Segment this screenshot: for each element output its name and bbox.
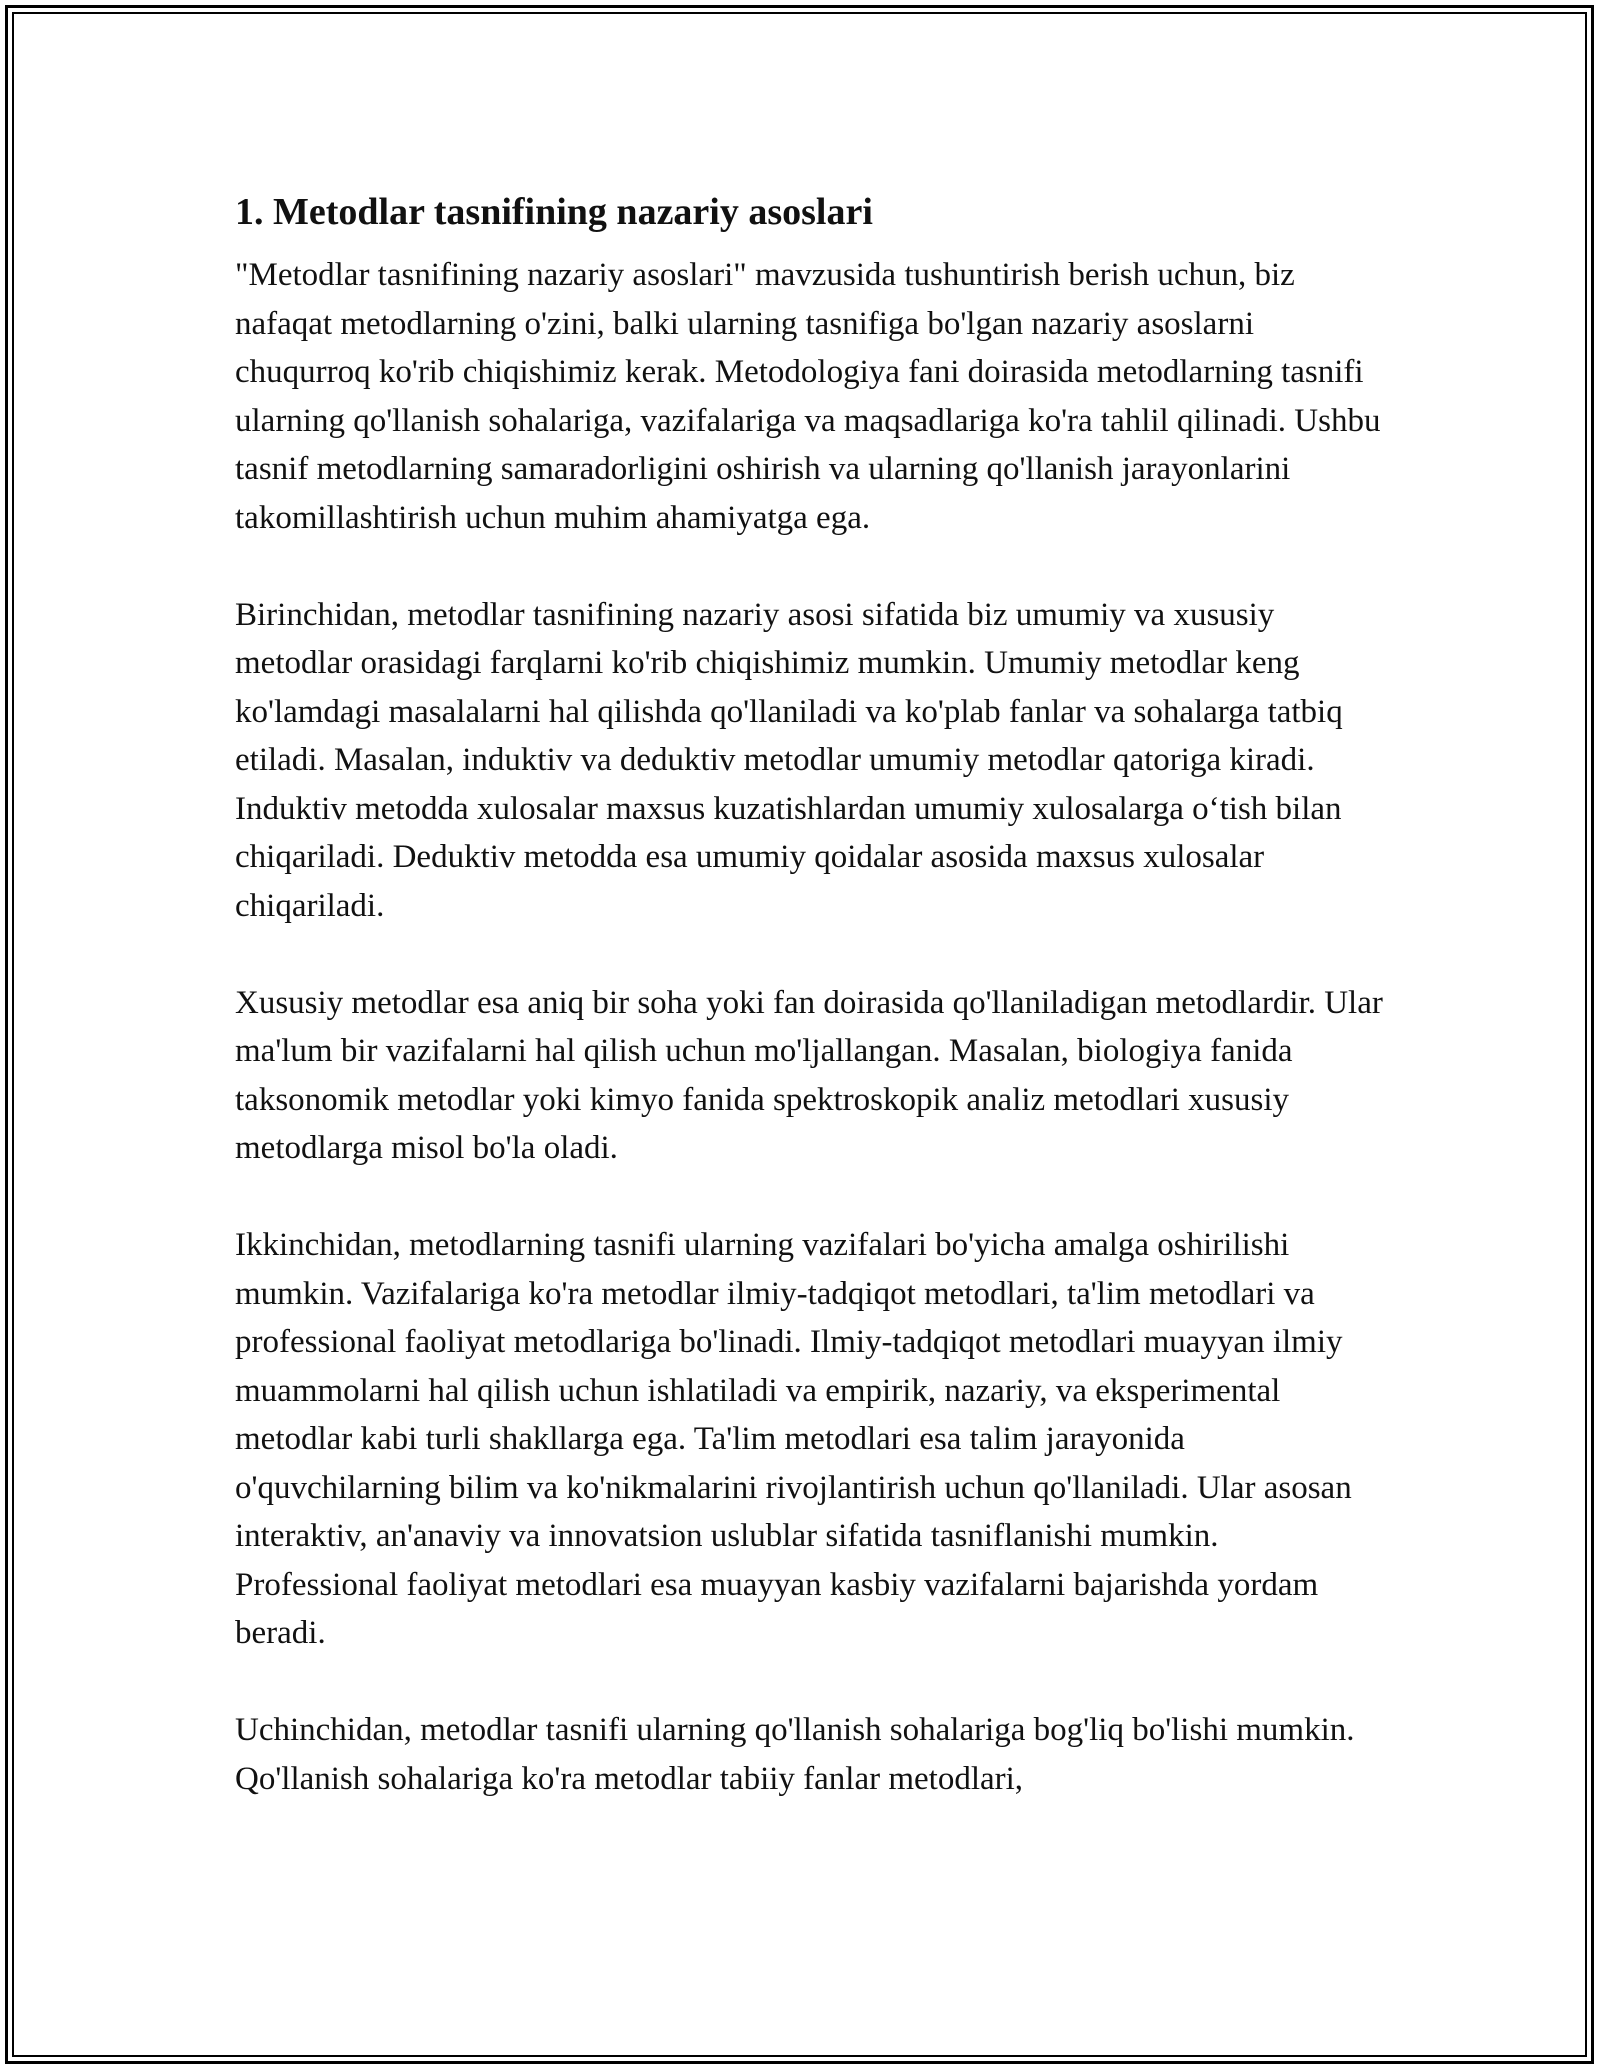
paragraph-specific-methods: Xususiy metodlar esa aniq bir soha yoki fan doirasida qo'llaniladigan metodlardir. Ular ma'lum bir vazifalarni hal qilish uchun mo'ljallangan. Masalan, biologiya fanida taksonomik metodlar yoki kimyo fanida spektroskopik analiz metodlari xususiy metodlarga misol bo'la oladi. — [235, 984, 1383, 1166]
section-heading: 1. Metodlar tasnifining nazariy asoslari — [235, 191, 873, 233]
document-body — [235, 186, 1385, 1852]
paragraph-first-point: Birinchidan, metodlar tasnifining nazariy asosi sifatida biz umumiy va xususiy metodlar orasidagi farqlarni ko'rib chiqishimiz mumkin. Umumiy metodlar keng ko'lamdagi masalalarni hal qilishda qo'llaniladi va ko'plab fanlar va sohalarga tatbiq etiladi. Masalan, induktiv va deduktiv metodlar umumiy metodlar qatoriga kiradi. Induktiv metodda xulosalar maxsus kuzatishlardan umumiy xulosalarga o‘tish bilan chiqariladi. Deduktiv metodda esa umumiy qoidalar asosida maxsus xulosalar chiqariladi. — [235, 596, 1343, 924]
paragraph-intro: "Metodlar tasnifining nazariy asoslari" mavzusida tushuntirish berish uchun, biz nafaqat metodlarning o'zini, balki ularning tasnifiga bo'lgan nazariy asoslarni chuqurroq ko'rib chiqishimiz kerak. Metodologiya fani doirasida metodlarning tasnifi ularning qo'llanish sohalariga, vazifalariga va maqsadlariga ko'ra tahlil qilinadi. Ushbu tasnif metodlarning samaradorligini oshirish va ularning qo'llanish jarayonlarini takomillashtirish uchun muhim ahamiyatga ega. — [235, 257, 1381, 536]
paragraph-third-point: Uchinchidan, metodlar tasnifi ularning qo'llanish sohalariga bog'liq bo'lishi mumkin. Qo'llanish sohalariga ko'ra metodlar tabiiy fanlar metodlari, — [235, 1712, 1355, 1797]
paragraph-second-point: Ikkinchidan, metodlarning tasnifi ularning vazifalari bo'yicha amalga oshirilishi mumkin. Vazifalariga ko'ra metodlar ilmiy-tadqiqot metodlari, ta'lim metodlari va professional faoliyat metodlariga bo'linadi. Ilmiy-tadqiqot metodlari muayyan ilmiy muammolarni hal qilish uchun ishlatiladi va empirik, nazariy, va eksperimental metodlar kabi turli shakllarga ega. Ta'lim metodlari esa talim jarayonida o'quvchilarning bilim va ko'nikmalarini rivojlantirish uchun qo'llaniladi. Ular asosan interaktiv, an'anaviy va innovatsion uslublar sifatida tasniflanishi mumkin. Professional faoliyat metodlari esa muayyan kasbiy vazifalarni bajarishda yordam beradi. — [235, 1227, 1352, 1651]
